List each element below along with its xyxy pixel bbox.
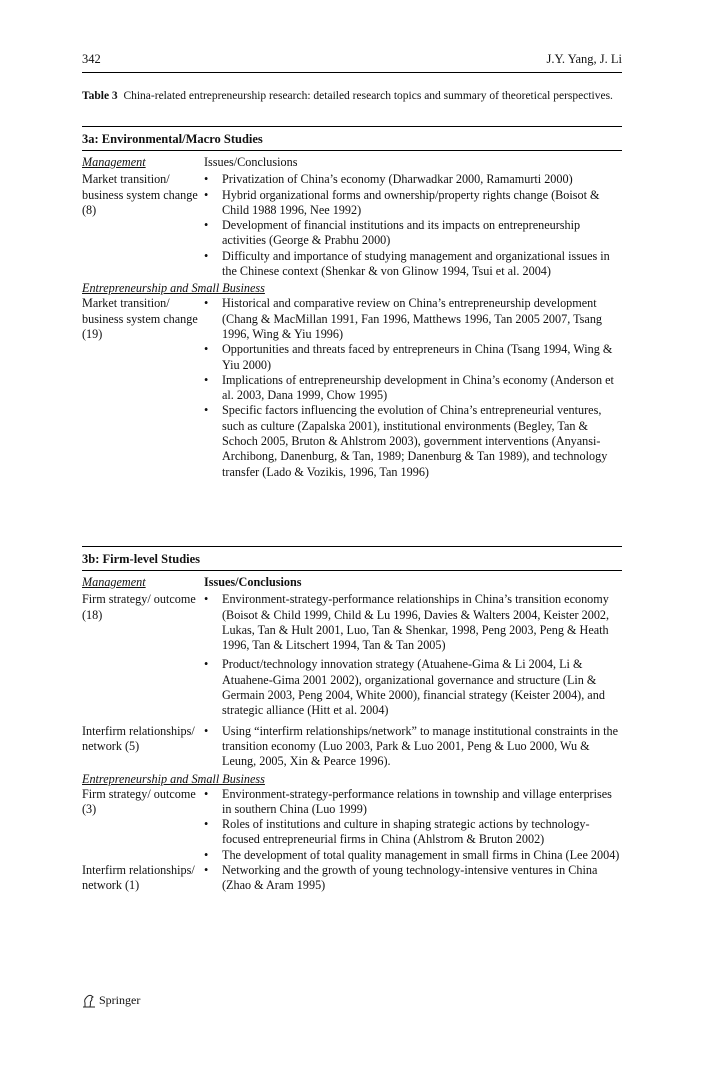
list-item: • Specific factors influencing the evolution of China’s entrepreneurial ventures, such as culture (Zapalska 2001), institutional environments (Begley, Tan & Schoch 2005, Bruton & Ahlstrom 2003), government interventions (Anyansi-Archibong, Danenburg, & Tan, 1989; Danenburg & Tan 1989), and technology transfer (Lado & Vozikis, 1996, Tan 1996) [204, 403, 622, 479]
list-item: • Historical and comparative review on China’s entrepreneurship development (Chang & MacMillan 1991, Fan 1996, Matthews 1996, Tan 2005 2007, Tsang 1996, Wing & Yiu 1996) [204, 296, 622, 342]
section-3a [82, 126, 622, 480]
subsection-header: Entrepreneurship and Small Business [82, 771, 265, 786]
issues-list [204, 172, 622, 279]
list-item: • Opportunities and threats faced by entrepreneurs in China (Tsang 1994, Wing & Yiu 2000) [204, 342, 622, 373]
list-item: • Difficulty and importance of studying management and organizational issues in the Chinese context (Shenkar & von Glinow 1994, Tsui et al. 2004) [204, 249, 622, 280]
list-item: • Product/technology innovation strategy (Atuahene-Gima & Li 2004, Li & Atuahene-Gima 2001 2002), organizational governance and structure (Lin & Germain 2003, Peng 2004, White 2000), financial strategy (Keister 2004), and strategic alliance (Hitt et al. 2004) [204, 657, 622, 718]
section-title: 3a: Environmental/Macro Studies [82, 132, 263, 146]
table-label: Table 3 [82, 90, 118, 102]
topic-cell: Interfirm relationships/ network (5) [82, 723, 195, 753]
list-item: • Environment-strategy-performance relations in township and village enterprises in southern China (Luo 1999) [204, 787, 622, 818]
subsection-header: Entrepreneurship and Small Business [82, 281, 265, 296]
list-item: • Networking and the growth of young technology-intensive ventures in China (Zhao & Aram 1995) [204, 863, 622, 894]
list-item: • Privatization of China’s economy (Dharwadkar 2000, Ramamurti 2000) [204, 172, 622, 187]
topic-cell: Market transition/ business system change (19) [82, 296, 198, 341]
table-row [82, 592, 622, 718]
list-item: • Environment-strategy-performance relationships in China’s transition economy (Boisot & Child 1999, Child & Lu 1996, Davies & Walters 2004, Keister 2002, Lukas, Tan & Hult 2001, Luo, Tan & Shenkar, 1998, Peng 2003, Peng & Heath 1996, Tan & Litschert 1994, Tan & Tan 2005) [204, 592, 622, 653]
running-head-authors: J.Y. Yang, J. Li [546, 52, 622, 66]
list-item: • Using “interfirm relationships/network” to manage institutional constraints in the transition economy (Luo 2003, Park & Luo 2001, Peng & Luo 2000, Wu & Leung, 2005, Xin & Pearce 1996). [204, 724, 622, 770]
header-rule [82, 72, 622, 73]
topic-cell: Firm strategy/ outcome (18) [82, 592, 196, 622]
publisher-footer [82, 993, 140, 1008]
list-item: • Roles of institutions and culture in shaping strategic actions by technology-focused entrepreneurial firms in China (Ahlstrom & Bruton 2002) [204, 817, 622, 848]
table-row [82, 296, 622, 480]
table-caption [82, 89, 622, 103]
column-header-row [82, 151, 622, 172]
topic-cell: Firm strategy/ outcome (3) [82, 786, 196, 816]
section-3b [82, 546, 622, 894]
list-item: • Implications of entrepreneurship development in China’s economy (Anderson et al. 2003, Dana 1999, Chow 1995) [204, 373, 622, 404]
col-header-management: Management [82, 575, 146, 589]
issues-list [204, 724, 622, 770]
table-row [82, 172, 622, 279]
col-header-issues: Issues/Conclusions [204, 575, 302, 589]
table-row [82, 787, 622, 863]
list-item: • Hybrid organizational forms and ownership/property rights change (Boisot & Child 1988 1996, Nee 1992) [204, 188, 622, 219]
table-caption-text: China-related entrepreneurship research: detailed research topics and summary of theoretical perspectives. [123, 90, 613, 102]
issues-list [204, 296, 622, 480]
column-header-row [82, 571, 622, 592]
col-header-management: Management [82, 155, 146, 169]
section-title: 3b: Firm-level Studies [82, 552, 201, 566]
table-row [82, 719, 622, 770]
issues-list [204, 787, 622, 863]
list-item: • Development of financial institutions and its impacts on entrepreneurship activities (George & Prabhu 2000) [204, 218, 622, 249]
topic-cell: Interfirm relationships/ network (1) [82, 863, 195, 893]
table-row [82, 863, 622, 894]
issues-list [204, 592, 622, 718]
page-number: 342 [82, 52, 101, 66]
col-header-issues: Issues/Conclusions [204, 155, 298, 169]
issues-list [204, 863, 622, 894]
publisher-name: Springer [99, 993, 141, 1007]
topic-cell: Market transition/ business system change (8) [82, 172, 198, 217]
springer-horse-icon [82, 994, 96, 1008]
list-item: • The development of total quality management in small firms in China (Lee 2004) [204, 848, 622, 863]
